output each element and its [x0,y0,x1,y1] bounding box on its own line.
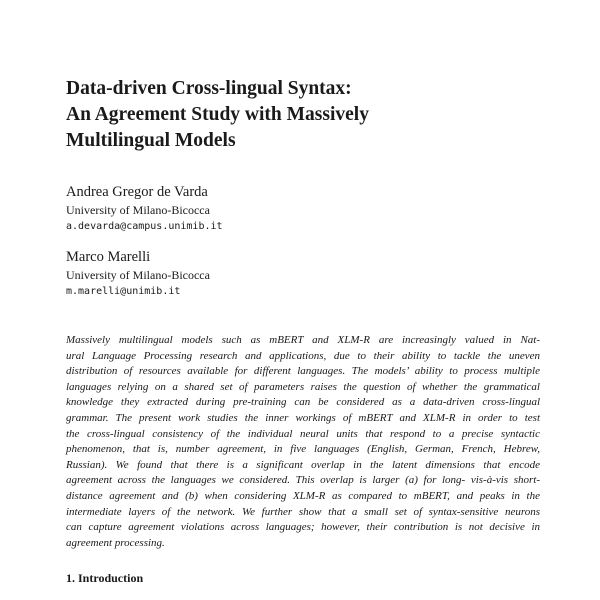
abstract-line: can capture agreement violations across languages; however, their contribution is not decisive in [66,521,540,534]
author-block-2 [66,248,536,300]
abstract-line: distance agreement and (b) when considering XLM-R as compared to mBERT, and peaks in the [66,489,540,502]
abstract [66,333,540,551]
author-affiliation: University of Milano-Bicocca [66,268,210,282]
author-block-1 [66,183,536,235]
author-email[interactable]: a.devarda@campus.unimib.it [66,221,223,232]
abstract-line: intermediate layers of the network. We further show that a small set of syntax-sensitive neurons [66,505,540,518]
abstract-line: Massively multilingual models such as mBERT and XLM-R are increasingly valued in Nat- [66,334,540,346]
title-line: An Agreement Study with Massively [66,104,369,125]
abstract-line: phenomenon, that is, number agreement, in five languages (English, German, French, Hebrew, [66,443,540,456]
abstract-line: agreement across the languages we considered. This overlap is larger (a) for long- vis-à-vis short- [66,474,540,487]
abstract-line: Russian). We found that there is a significant overlap in the latent dimensions that encode [66,458,540,471]
abstract-line: agreement processing. [66,536,165,549]
abstract-line: ural Language Processing research and applications, due to their ability to tackle the uneven [66,349,540,362]
abstract-line: grammar. The present work studies the inner workings of mBERT and XLM-R in order to test [66,411,540,424]
title-line: Data-driven Cross-lingual Syntax: [66,78,352,99]
abstract-line: languages relying on a shared set of parameters raises the question of whether the grammatical [66,380,540,393]
author-affiliation: University of Milano-Bicocca [66,203,210,217]
author-name: Andrea Gregor de Varda [66,184,208,200]
abstract-line: distribution of resources available for different languages. The models’ ability to process multiple [66,365,540,378]
section-heading-introduction: 1. Introduction [66,571,144,585]
author-name: Marco Marelli [66,249,151,265]
abstract-line: the cross-lingual consistency of the individual neural units that respond to a precise syntactic [66,427,540,440]
paper-title [66,76,536,154]
abstract-line: knowledge they extracted during pre-training can be considered as a data-driven cross-lingual [66,396,540,409]
author-email[interactable]: m.marelli@unimib.it [66,286,181,297]
title-line: Multilingual Models [66,130,236,151]
